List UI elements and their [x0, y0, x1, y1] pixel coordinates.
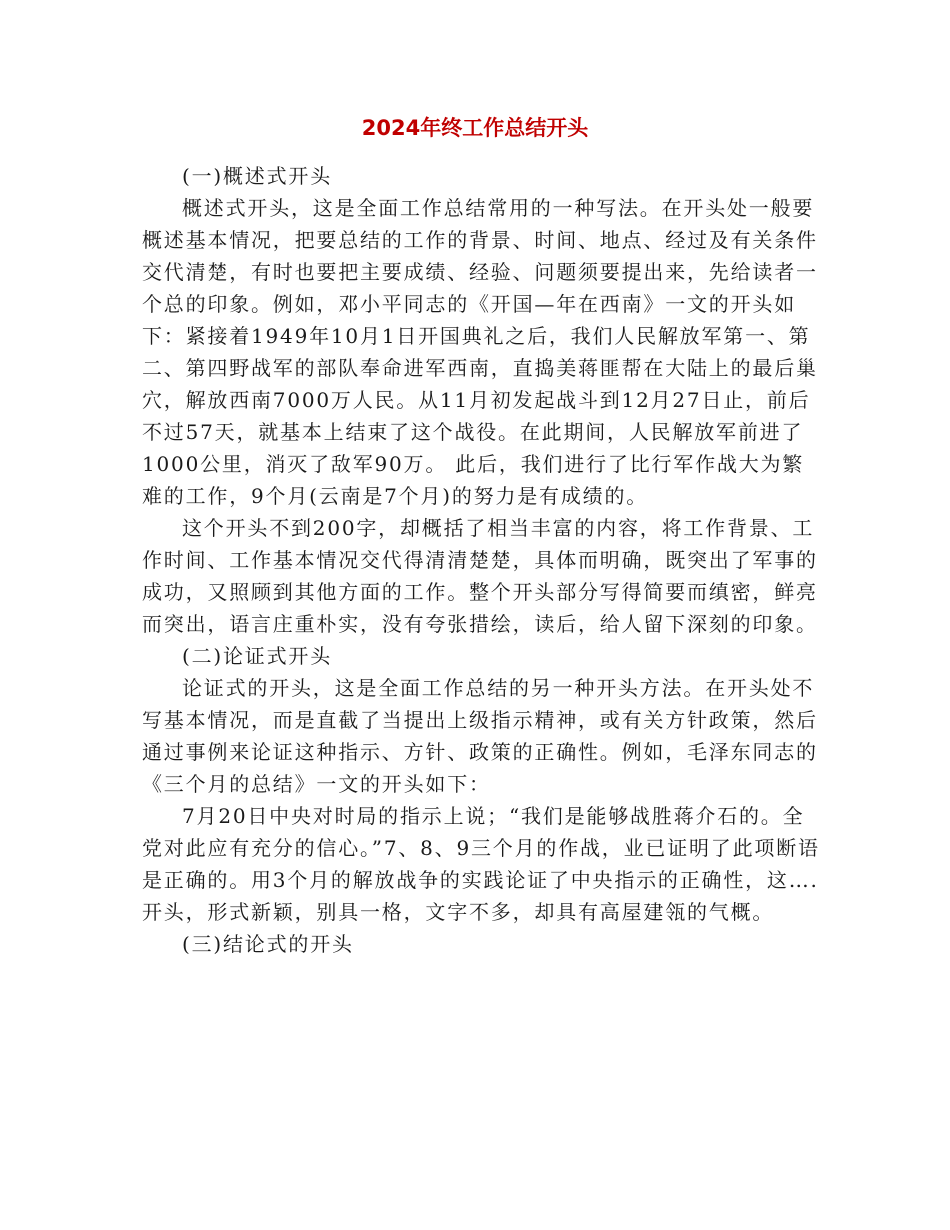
paragraph-4: 7月20日中央对时局的指示上说；“我们是能够战胜蒋介石的。全党对此应有充分的信心。”7、8、9三个月的作战，业已证明了此项断语是正确的。用3个月的解放战争的实践论证了中央指示的正确性，这….开头，形式新颖，别具一格，文字不多，却具有高屋建瓴的气概。	[142, 804, 820, 924]
document-body	[142, 160, 824, 960]
section-heading-3: (三)结论式的开头	[182, 932, 354, 956]
section-heading-2: (二)论证式开头	[182, 644, 333, 668]
paragraph-1: 概述式开头，这是全面工作总结常用的一种写法。在开头处一般要概述基本情况，把要总结的工作的背景、时间、地点、经过及有关条件交代清楚，有时也要把主要成绩、经验、问题须要提出来，先给读者一个总的印象。例如，邓小平同志的《开国—年在西南》一文的开头如下：紧接着1949年10月1日开国典礼之后，我们人民解放军第一、第二、第四野战军的部队奉命进军西南，直捣美蒋匪帮在大陆上的最后巢穴，解放西南7000万人民。从11月初发起战斗到12月27日止，前后不过57天，就基本上结束了这个战役。在此期间，人民解放军前进了1000公里，消灭了敌军90万。 此后，我们进行了比行军作战大为繁难的工作，9个月(云南是7个月)的努力是有成绩的。	[142, 196, 818, 508]
document-title: 2024年终工作总结开头	[361, 116, 589, 140]
paragraph-3: 论证式的开头，这是全面工作总结的另一种开头方法。在开头处不写基本情况，而是直截了当提出上级指示精神，或有关方针政策，然后通过事例来论证这种指示、方针、政策的正确性。例如，毛泽东同志的《三个月的总结》一文的开头如下：	[142, 676, 818, 796]
paragraph-2: 这个开头不到200字，却概括了相当丰富的内容，将工作背景、工作时间、工作基本情况交代得清清楚楚，具体而明确，既突出了军事的成功，又照顾到其他方面的工作。整个开头部分写得简要而缜密，鲜亮而突出，语言庄重朴实，没有夸张措绘，读后，给人留下深刻的印象。	[142, 516, 818, 636]
section-heading-1: (一)概述式开头	[182, 164, 333, 188]
